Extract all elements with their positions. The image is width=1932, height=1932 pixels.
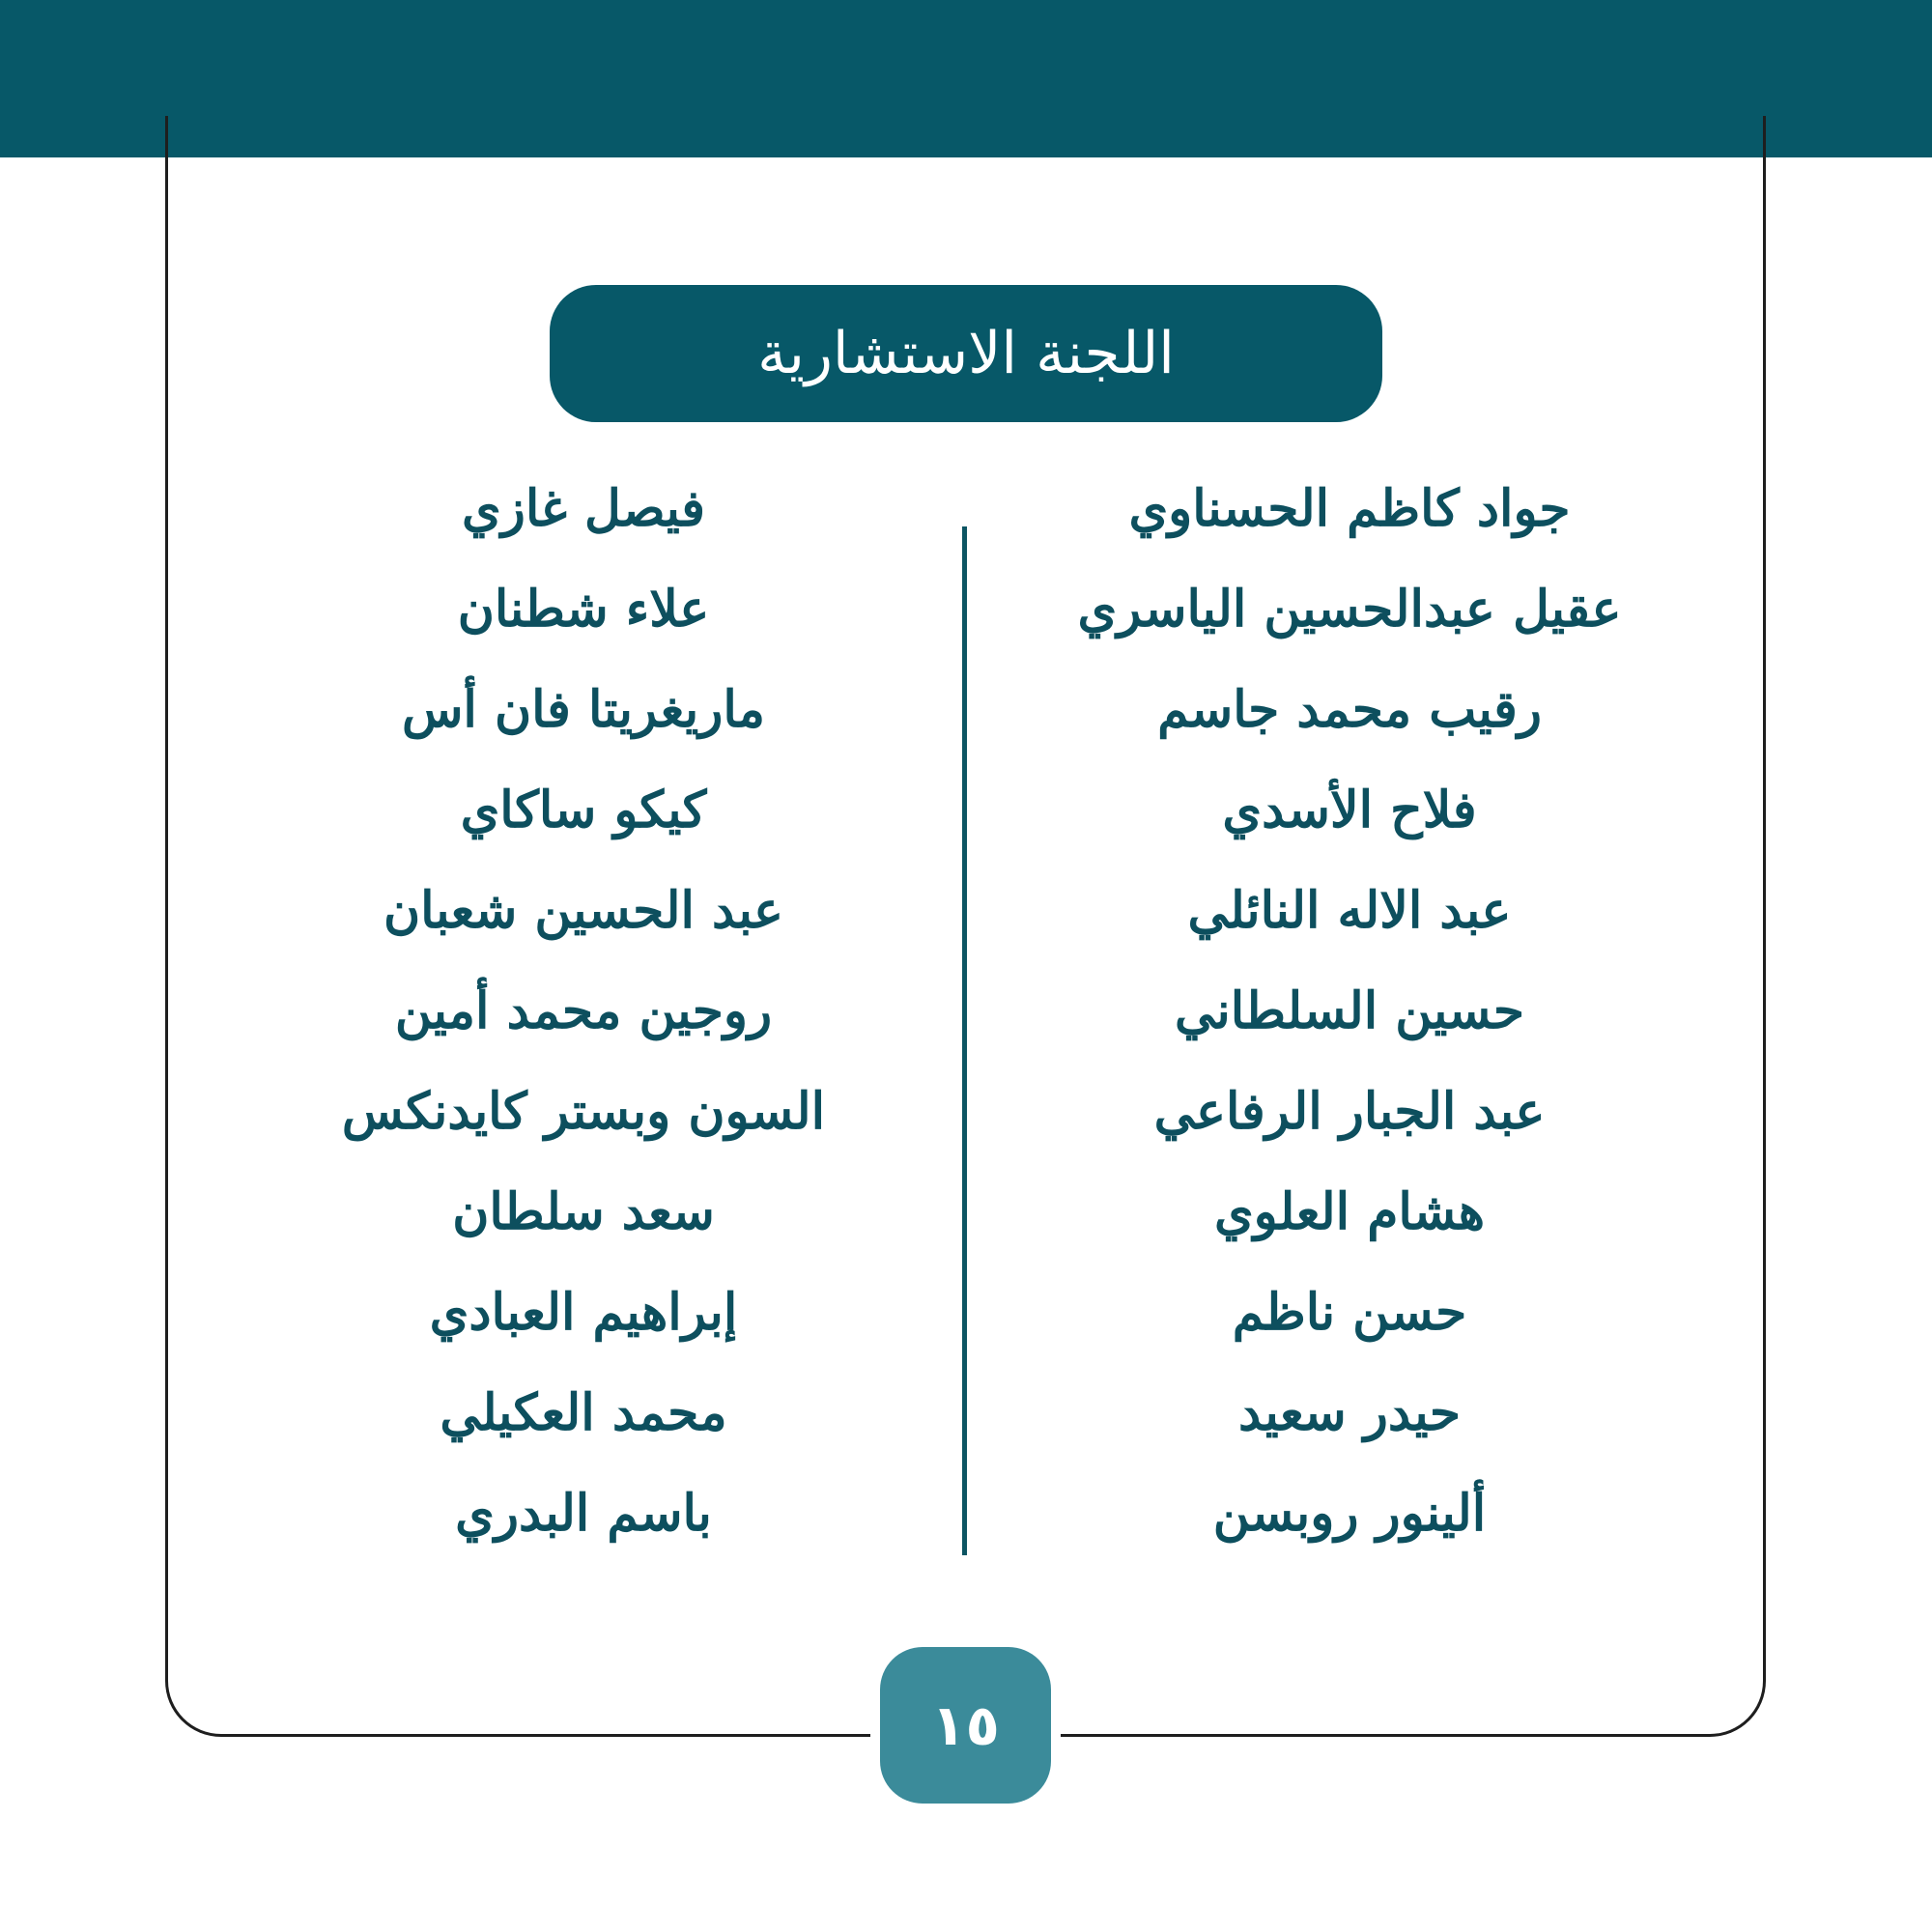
column-divider [962, 526, 967, 1555]
committee-member: محمد العكيلي [440, 1383, 727, 1442]
committee-member: حيدر سعيد [1238, 1383, 1461, 1442]
committee-member: حسين السلطاني [1174, 981, 1525, 1040]
title-banner [550, 285, 1382, 422]
page-number: ١٥ [931, 1692, 1000, 1758]
page-number-badge [880, 1647, 1051, 1804]
committee-member: عقيل عبدالحسين الياسري [1077, 580, 1622, 639]
committee-member: إبراهيم العبادي [429, 1283, 738, 1342]
committee-member: السون وبستر كايدنكس [341, 1082, 826, 1141]
committee-member: علاء شطنان [457, 580, 710, 639]
committee-member: فيصل غازي [462, 479, 705, 538]
page-title: اللجنة الاستشارية [757, 320, 1175, 387]
committee-member: هشام العلوي [1213, 1182, 1486, 1241]
committee-member: كيكو ساكاي [460, 781, 707, 839]
committee-member: رقيب محمد جاسم [1157, 680, 1542, 739]
committee-member: فلاح الأسدي [1222, 781, 1477, 839]
committee-member: عبد الجبار الرفاعي [1153, 1082, 1546, 1141]
names-column-right [982, 466, 1717, 1571]
committee-member: عبد الحسين شعبان [383, 881, 784, 940]
committee-member: جواد كاظم الحسناوي [1128, 479, 1571, 538]
committee-member: حسن ناظم [1232, 1283, 1467, 1342]
committee-member: سعد سلطان [452, 1182, 715, 1241]
committee-member: ماريغريتا فان أس [401, 680, 766, 739]
committee-member: عبد الاله النائلي [1187, 881, 1512, 940]
committee-member: ألينور روبسن [1212, 1484, 1487, 1543]
names-column-left [216, 466, 951, 1571]
committee-member: باسم البدري [455, 1484, 712, 1543]
committee-member: روجين محمد أمين [394, 981, 773, 1040]
